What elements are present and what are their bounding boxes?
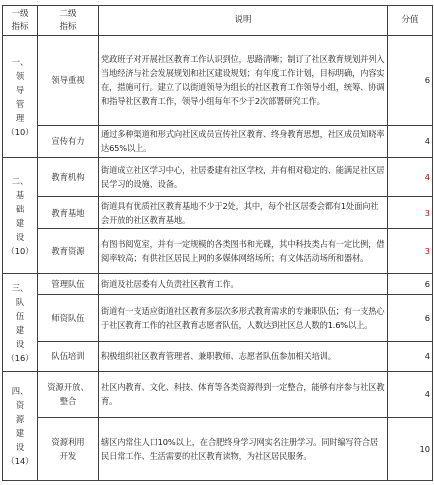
table-row — [3, 274, 433, 295]
table-row — [3, 125, 433, 158]
table-row — [3, 341, 433, 371]
indicator-description: 街道及社居委有人负责社区教育工作。 — [99, 274, 388, 295]
header-level1: 一级 指标 — [3, 6, 38, 36]
score-cell: 3 — [388, 196, 433, 229]
category-cell: 二、 基 础 建 设 （10） — [3, 158, 38, 274]
indicator-name: 宣传有力 — [38, 125, 99, 158]
indicator-description: 辖区内常住人口10%以上，在合肥终身学习网实名注册学习。同时编写符合居民日常工作、生活需要的社区教育读物，为社区居民服务。 — [99, 418, 388, 481]
indicator-name: 教育机构 — [38, 158, 99, 197]
indicator-description: 社区内教育、文化、科技、体育等各类资源得到一定整合，能够有序参与社区教育。 — [99, 371, 388, 417]
table-row — [3, 295, 433, 341]
indicator-description: 通过多种渠道和形式向社区成员宣传社区教育、终身教育思想，社区成员知晓率达65%以上。 — [99, 125, 388, 158]
score-cell: 6 — [388, 36, 433, 125]
score-cell: 4 — [388, 371, 433, 417]
table-row — [3, 371, 433, 417]
score-cell: 4 — [388, 125, 433, 158]
table-row — [3, 418, 433, 481]
indicator-description: 街道成立社区学习中心，社居委建有社区学校，并有相对稳定的、能满足社区居民学习的设施、设备。 — [99, 158, 388, 197]
header-level2: 二级 指标 — [38, 6, 99, 36]
indicator-name: 教育资源 — [38, 229, 99, 274]
indicator-description: 街道有一支适应街道社区教育多层次多形式教育需求的专兼职队伍；有一支热心于社区教育工作的社区教育志愿者队伍，人数达到社区总人数的1.6%以上。 — [99, 295, 388, 341]
score-cell: 10 — [388, 418, 433, 481]
evaluation-table — [2, 5, 433, 481]
score-cell: 3 — [388, 229, 433, 274]
table-header-row — [3, 6, 433, 36]
score-cell: 6 — [388, 295, 433, 341]
table-row — [3, 36, 433, 125]
indicator-name: 教育基地 — [38, 196, 99, 229]
indicator-name: 资源利用 开发 — [38, 418, 99, 481]
score-cell: 4 — [388, 341, 433, 371]
category-cell: 三、 队 伍 建 设 （16） — [3, 274, 38, 372]
indicator-name: 领导重视 — [38, 36, 99, 125]
indicator-description: 街道具有优质社区教育基地不少于2处，其中，每个社区居委会都有1处面向社会开放的社区教育基地。 — [99, 196, 388, 229]
table-row — [3, 196, 433, 229]
indicator-description: 积极组织社区教育管理者、兼职教师、志愿者队伍参加相关培训。 — [99, 341, 388, 371]
indicator-name: 师资队伍 — [38, 295, 99, 341]
indicator-name: 管理队伍 — [38, 274, 99, 295]
category-cell: 四、 资 源 建 设 （14） — [3, 371, 38, 480]
header-score: 分值 — [388, 6, 433, 36]
score-cell: 4 — [388, 158, 433, 197]
table-row — [3, 229, 433, 274]
score-cell: 6 — [388, 274, 433, 295]
indicator-name: 队伍培训 — [38, 341, 99, 371]
category-cell: 一、 领 导 管 理 （10） — [3, 36, 38, 158]
indicator-description: 有图书阅览室，并有一定规模的各类图书和光碟，其中科技类占有一定比例，借阅率较高；有供社区居民上网的多媒体网络场所；有文体活动场所和器材。 — [99, 229, 388, 274]
indicator-description: 党政班子对开展社区教育工作认识到位，思路清晰；制订了社区教育规划并列入当地经济与社会发展规划和社区建设规划；有年度工作计划，目标明确，内容实在，措施可行。建立了以街道领导为组长的社区教育工作领导小组，统筹、协调和指导社区教育工作，领导小组每年不少于2次部署研究工作。 — [99, 36, 388, 125]
indicator-name: 资源开放、 整合 — [38, 371, 99, 417]
table-row — [3, 158, 433, 197]
header-description: 说明 — [99, 6, 388, 36]
